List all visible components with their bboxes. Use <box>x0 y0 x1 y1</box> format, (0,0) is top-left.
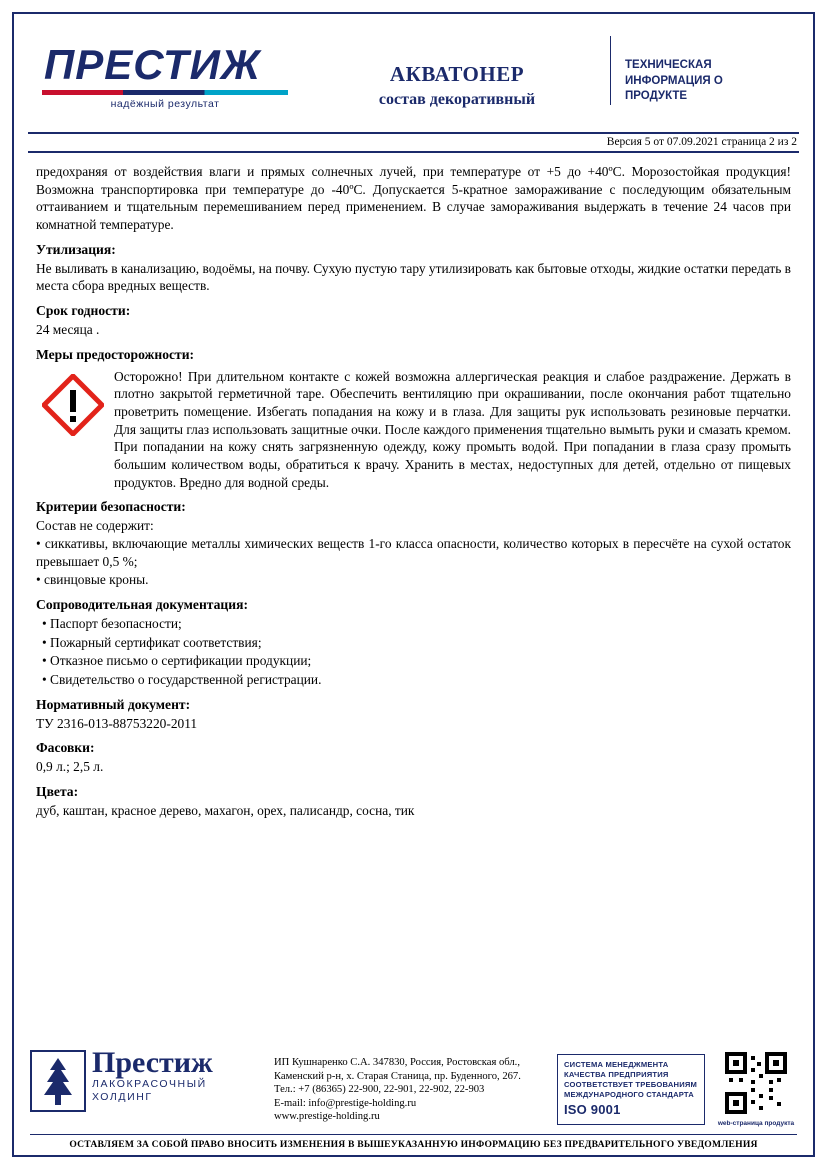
tree-icon <box>30 1050 86 1112</box>
tech-info-label: ТЕХНИЧЕСКАЯ ИНФОРМАЦИЯ О ПРОДУКТЕ <box>610 36 785 105</box>
product-subtitle: состав декоративный <box>378 91 536 108</box>
disposal-text: Не выливать в канализацию, водоёмы, на почву. Сухую пустую тару утилизировать как бытовые отходы, жидкие остатки передать в места сбора вредных веществ. <box>36 260 791 294</box>
list-item: • Паспорт безопасности; <box>42 616 182 632</box>
company-logo <box>42 36 312 110</box>
product-title-block <box>312 36 610 109</box>
contact-email[interactable]: E-mail: info@prestige-holding.ru <box>274 1097 417 1109</box>
document-footer <box>14 1048 813 1155</box>
list-item: • сиккативы, включающие металлы химических веществ 1-го класса опасности, количество которых в пересчёте на сухой остаток превышает 0,5 %; <box>36 536 791 569</box>
precautions-text: Осторожно! При длительном контакте с кожей возможна аллергическая реакция и слабое раздражение. Держать в плотно закрытой герметичной таре. Обеспечить вентиляцию при окрашивании, после окончания работ тщательно проветрить помещение. Избегать попадания на кожу и в глаза. Для защиты рук использовать резиновые перчатки. Для защиты глаз использовать защитные очки. После каждого применения тщательно вымыть руки и смазать кремом. При попадании на кожу снять загрязненную одежду, кожу промыть водой. При попадании в глаза сразу промыть большим количеством воды, обратиться к врачу. Хранить в местах, недоступных для детей, отдельно от пищевых продуктов. Вредно для водной среды. <box>114 368 791 490</box>
contact-line: Тел.: +7 (86365) 22-900, 22-901, 22-902, 22-903 <box>274 1084 485 1096</box>
document-page <box>12 12 815 1157</box>
list-item: • Пожарный сертификат соответствия; <box>42 634 262 650</box>
packaging-text: 0,9 л.; 2,5 л. <box>36 759 104 775</box>
document-content <box>14 153 813 820</box>
footer-disclaimer: ОСТАВЛЯЕМ ЗА СОБОЙ ПРАВО ВНОСИТЬ ИЗМЕНЕНИЯ В ВЫШЕУКАЗАННУЮ ИНФОРМАЦИЮ БЕЗ ПРЕДВАРИТЕЛЬНОГО УВЕДОМЛЕНИЯ <box>30 1134 797 1155</box>
normative-text: ТУ 2316-013-88753220-2011 <box>36 715 198 731</box>
section-title-precautions: Меры предосторожности: <box>36 346 195 362</box>
iso-badge <box>557 1054 705 1124</box>
list-item: • свинцовые кроны. <box>36 572 149 588</box>
document-header <box>14 14 813 126</box>
list-item: • Свидетельство о государственной регистрации. <box>42 672 322 688</box>
section-title-packaging: Фасовки: <box>36 740 95 756</box>
iso-standard: ISO 9001 <box>564 1101 621 1117</box>
version-line: Версия 5 от 07.09.2021 страница 2 из 2 <box>606 136 797 148</box>
section-title-colors: Цвета: <box>36 784 79 800</box>
section-title-normative: Нормативный документ: <box>36 696 191 712</box>
documents-list <box>36 615 791 689</box>
logo-color-bar <box>42 90 288 95</box>
footer-logo-sub2: ХОЛДИНГ <box>92 1091 153 1104</box>
iso-text: СИСТЕМА МЕНЕДЖМЕНТА КАЧЕСТВА ПРЕДПРИЯТИЯ СООТВЕТСТВУЕТ ТРЕБОВАНИЯМ МЕЖДУНАРОДНОГО СТАНДАРТА <box>564 1060 698 1099</box>
section-title-safety: Критерии безопасности: <box>36 499 186 515</box>
section-title-shelf-life: Срок годности: <box>36 303 131 319</box>
footer-contacts <box>268 1048 557 1123</box>
section-title-documents: Сопроводительная документация: <box>36 597 248 613</box>
footer-logo-name: Престиж <box>92 1046 213 1080</box>
footer-logo-sub1: ЛАКОКРАСОЧНЫЙ <box>92 1078 207 1091</box>
list-item: • Отказное письмо о сертификации продукции; <box>42 653 312 669</box>
qr-block[interactable] <box>705 1048 797 1128</box>
product-title: АКВАТОНЕР <box>389 62 525 86</box>
shelf-life-text: 24 месяца . <box>36 322 100 337</box>
safety-list <box>36 535 791 589</box>
intro-paragraph: предохраняя от воздействия влаги и прямых солнечных лучей, при температуре от +5 до +40ºС. Морозостойкая продукция! Возможна транспортировка при температуре до -40ºС. Допускается 5-кратное замораживание с последующим обязательным оттаиванием и тщательным перемешиванием перед применением. В случае замораживания выдержать в течение 24 часов при комнатной температуре. <box>36 164 791 233</box>
colors-text: дуб, каштан, красное дерево, махагон, орех, палисандр, сосна, тик <box>36 803 415 818</box>
contact-line: ИП Кушнаренко С.А. 347830, Россия, Ростовская обл., <box>274 1057 520 1069</box>
qr-caption: web-страница продукта <box>717 1120 795 1128</box>
qr-code-icon <box>725 1052 787 1114</box>
warning-exclamation-icon <box>36 368 114 441</box>
company-tagline: надёжный результат <box>110 98 220 110</box>
contact-website[interactable]: www.prestige-holding.ru <box>274 1111 380 1123</box>
section-title-disposal: Утилизация: <box>36 241 116 257</box>
company-logo-name: ПРЕСТИЖ <box>44 41 261 88</box>
footer-logo <box>30 1048 268 1112</box>
precautions-block <box>36 368 791 492</box>
contact-line: Каменский р-н, х. Старая Станица, пр. Буденного, 267. <box>274 1070 521 1082</box>
safety-lead: Состав не содержит: <box>36 518 154 534</box>
